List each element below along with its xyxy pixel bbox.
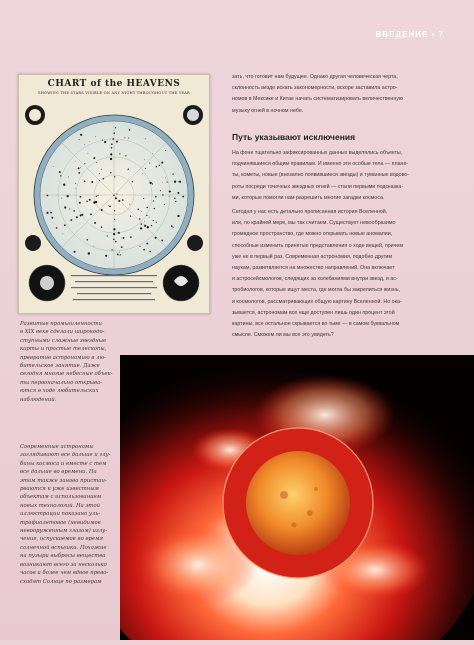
star-dot [162, 194, 163, 195]
star-dot [67, 195, 69, 197]
star-dot [164, 204, 165, 205]
solar-flare-image [120, 355, 474, 640]
star-dot [173, 227, 174, 228]
text-line: картины, все остальное скрывается во тьме — в самом буквальном [232, 321, 400, 328]
star-dot [73, 251, 75, 253]
sun-disk [246, 451, 350, 555]
text-line: подчинявшиеся общим правилам. И именно эти особые тела — плане- [232, 161, 409, 168]
star-dot [146, 243, 148, 245]
star-dot [60, 175, 61, 176]
star-dot [114, 210, 115, 211]
star-dot [113, 233, 115, 235]
star-dot [121, 246, 123, 248]
star-dot [84, 144, 85, 145]
star-dot [68, 176, 69, 177]
text-line: этом также заново пристаи- [20, 477, 107, 484]
text-line: номов в Мексике и Китае начать систематизировать величественную [232, 96, 403, 103]
text-line: На фоне тщательно зафиксированных данных выделялись объекты, [232, 150, 403, 156]
star-dot [129, 129, 131, 131]
star-dot [145, 168, 146, 169]
star-dot [46, 212, 48, 214]
star-dot [141, 211, 142, 212]
star-dot [182, 196, 184, 198]
text-line: ются в ходе любительских [20, 388, 99, 395]
star-dot [132, 181, 133, 182]
text-line: бительское занятие. Даже [20, 363, 100, 370]
star-dot [75, 183, 76, 184]
star-dot [51, 217, 53, 219]
star-dot [147, 226, 149, 228]
star-dot [75, 188, 76, 189]
star-chart-graphic [19, 75, 209, 313]
star-dot [101, 209, 103, 211]
star-dot [53, 166, 54, 167]
star-dot [99, 173, 100, 174]
star-dot [88, 153, 89, 154]
star-dot [112, 138, 114, 140]
star-dot [75, 161, 76, 162]
star-dot [96, 162, 97, 163]
star-dot [97, 195, 98, 196]
star-dot [116, 141, 118, 143]
star-dot [170, 191, 171, 192]
star-dot [114, 176, 115, 177]
star-dot [102, 140, 103, 141]
star-dot [174, 181, 176, 183]
text-line: часов и более чем вдвое прево- [20, 570, 109, 577]
text-line: зать, что готовит нам будущее. Однако другая человеческая черта, [232, 74, 398, 80]
text-line: тробиологов, которые ищут места, где могла бы закрепиться жизнь, [232, 287, 400, 294]
text-line: бины космоса и вместе с тем [20, 460, 107, 467]
star-dot [144, 160, 145, 161]
star-dot [79, 202, 81, 204]
star-dot [121, 238, 122, 239]
star-dot [105, 255, 107, 257]
star-dot [152, 183, 153, 184]
star-dot [169, 196, 170, 197]
star-dot [107, 235, 108, 236]
star-dot [115, 241, 117, 243]
star-dot [79, 139, 80, 140]
text-line: иллюстрации показано уль- [20, 511, 101, 518]
star-dot [111, 249, 112, 250]
star-dot [110, 158, 112, 160]
star-dot [140, 227, 142, 229]
text-line: Развитые промышленности [20, 321, 103, 327]
star-dot [132, 216, 133, 217]
star-dot [144, 225, 146, 227]
star-dot [122, 199, 124, 201]
intro-paragraph [232, 72, 454, 117]
star-dot [89, 141, 90, 142]
star-dot [138, 209, 139, 210]
text-line: в XIX веке сделали широкодо- [20, 329, 105, 336]
star-dot [119, 255, 120, 256]
star-dot [108, 205, 109, 206]
star-dot [78, 172, 80, 174]
star-dot [118, 232, 119, 233]
star-dot [155, 222, 156, 223]
star-dot [155, 196, 157, 198]
star-dot [122, 195, 123, 196]
text-line: ты, кометы, новые (внезапно появившиеся звезды) и туманные водово- [232, 172, 410, 179]
star-dot [101, 226, 103, 228]
star-dot [76, 216, 78, 218]
star-dot [155, 237, 157, 239]
star-dot [80, 196, 82, 198]
star-dot [172, 173, 173, 174]
star-dot [103, 178, 105, 180]
text-line: все дальше во времени. На [20, 469, 97, 476]
star-dot [156, 222, 157, 223]
star-dot [95, 201, 97, 203]
text-line: объектам с использованием [20, 494, 102, 501]
star-dot [70, 219, 72, 221]
text-line: наблюдений. [20, 396, 57, 403]
star-dot [161, 162, 163, 164]
chart-subtitle: SHOWING THE STARS VISIBLE ON ANY NIGHT THROUGHOUT THE YEAR [38, 91, 190, 95]
text-line: способные изменить принятые представления о ходе вещей, причем [232, 242, 403, 249]
star-dot [90, 213, 92, 215]
star-dot [64, 224, 66, 226]
text-line: смысле. Сможем ли мы все это увидеть? [232, 332, 334, 339]
star-dot [165, 150, 166, 151]
text-line: музыку огней в ночном небе. [232, 107, 304, 114]
star-dot [151, 225, 152, 226]
star-dot [51, 211, 52, 212]
star-dot [110, 172, 111, 173]
star-dot [167, 181, 168, 182]
star-dot [91, 181, 93, 183]
star-dot [128, 137, 129, 138]
star-dot [165, 177, 166, 178]
star-dot [96, 196, 97, 197]
star-dot [89, 199, 91, 201]
star-dot [177, 215, 179, 217]
text-line: новых технологий. На этой [20, 502, 101, 509]
star-dot [110, 153, 112, 155]
star-dot [159, 165, 160, 166]
star-dot [88, 252, 90, 254]
text-line: громадное пространство, где можно открывать новые аномалии, [232, 231, 393, 238]
text-line: и космологов, рассматривающих общую картину Вселенной. Но ока- [232, 298, 402, 305]
star-dot [107, 156, 108, 157]
text-line: Сегодня у нас есть детально прописанная история Вселенной, [232, 209, 388, 216]
text-line: солнечной вспышки. Похожие [20, 544, 107, 551]
star-dot [109, 205, 111, 207]
star-dot [61, 198, 62, 199]
text-line: невооруженным глазом) излу- [20, 528, 108, 535]
star-dot [111, 147, 113, 149]
star-dot [162, 182, 163, 183]
star-dot [84, 180, 86, 182]
star-dot [149, 251, 151, 253]
star-dot [116, 194, 117, 195]
star-dot [119, 153, 120, 154]
text-line: склонность везде искать закономерности, вскоре заставила астро- [232, 85, 398, 92]
star-dot [149, 217, 150, 218]
star-dot [80, 214, 82, 216]
star-dot [139, 246, 140, 247]
star-dot [143, 249, 145, 251]
text-line: ты первоначально открыва- [20, 379, 103, 386]
running-header: ВВЕДЕНИЕ • 7 [375, 30, 444, 39]
star-dot [177, 192, 179, 194]
star-dot [80, 134, 82, 136]
text-line: роты посреди точечных звездных огней — стали первыми подсказка- [232, 183, 404, 190]
star-dot [145, 138, 146, 139]
text-line: наукам, разветвляется на множество направлений. Она включает [232, 265, 395, 272]
text-line: зывается, астрономам все еще доступен лишь один процент этой [232, 309, 395, 316]
text-line: ступными сложные звездные [20, 337, 107, 344]
section-heading: Путь указывают исключения [232, 132, 356, 142]
star-dot [64, 206, 66, 208]
star-dot [154, 208, 155, 209]
sun-graphic [120, 355, 474, 640]
star-dot [94, 222, 96, 224]
star-dot [95, 136, 96, 137]
text-line: возникают всего за несколько [20, 561, 107, 568]
star-dot [63, 184, 65, 186]
star-dot [113, 239, 115, 241]
star-dot [149, 162, 150, 163]
star-dot [130, 216, 131, 217]
text-line: превратив астрономию в лю- [20, 354, 106, 361]
text-line: трафиолетовое (невидимое [20, 519, 101, 526]
star-dot [68, 196, 69, 197]
star-dot [178, 181, 179, 182]
text-line: Современные астрономы [20, 444, 94, 450]
star-dot [161, 240, 163, 242]
star-dot [156, 166, 157, 167]
star-dot [80, 167, 81, 168]
star-dot [123, 237, 125, 239]
star-dot [59, 171, 61, 173]
star-dot [78, 167, 80, 169]
star-dot [153, 200, 154, 201]
star-chart-illustration [18, 74, 210, 314]
star-dot [93, 157, 95, 159]
star-dot [56, 227, 58, 229]
star-dot [129, 204, 130, 205]
star-dot [174, 197, 175, 198]
star-dot [113, 195, 114, 196]
text-line: рваются к уже известным [20, 486, 99, 493]
star-dot [73, 210, 75, 212]
star-dot [86, 239, 88, 241]
star-dot [111, 143, 113, 145]
text-line: или, по крайней мере, мы так считаем. Существует невообразимо [232, 220, 396, 227]
chart-title: CHART of the HEAVENS [47, 79, 181, 89]
star-dot [175, 201, 176, 202]
star-dot [115, 127, 116, 128]
text-line: сегодня многие небесные объек- [20, 371, 113, 378]
star-dot [128, 168, 129, 169]
star-dot [114, 219, 115, 220]
section-body [232, 148, 454, 341]
text-line: сходят Солнце по размерам [20, 578, 102, 585]
star-dot [84, 163, 85, 164]
text-line: и астросейсмологов, следящих за колебаниями внутри звезд, и ас- [232, 276, 398, 283]
star-dot [143, 198, 144, 199]
star-dot [120, 254, 121, 255]
star-dot [113, 228, 115, 230]
star-dot [125, 155, 126, 156]
star-dot [130, 236, 132, 238]
star-dot [118, 200, 120, 202]
star-dot [99, 180, 100, 181]
star-dot [144, 221, 145, 222]
star-dot [152, 153, 153, 154]
star-dot [50, 212, 52, 214]
text-line: ми, которые помогли нам разрешить многие загадки космоса. [232, 194, 385, 201]
star-dot [141, 223, 143, 225]
star-dot [113, 132, 115, 134]
star-dot [150, 182, 152, 184]
star-dot [86, 201, 87, 202]
star-dot [93, 246, 94, 247]
star-dot [104, 141, 106, 143]
star-dot [81, 214, 83, 216]
star-dot [69, 209, 70, 210]
star-dot [142, 173, 143, 174]
star-dot [63, 234, 64, 235]
text-line: карты и простые телескопы, [20, 346, 107, 353]
text-line: уже не в первый раз. Современная астрономия, подобно другим [232, 253, 392, 260]
star-dot [101, 169, 102, 170]
star-dot [146, 207, 148, 209]
text-line: чение, испускаемое во время [20, 536, 103, 543]
star-dot [139, 218, 140, 219]
chart-caption [20, 320, 112, 404]
star-dot [179, 181, 181, 183]
sun-caption [20, 443, 111, 586]
text-line: на пузыри выбросы вещества [20, 553, 106, 560]
text-line: заглядывают все дальше и глу- [20, 452, 111, 459]
star-dot [146, 215, 147, 216]
star-dot [124, 137, 125, 138]
star-dot [153, 220, 154, 221]
star-dot [160, 190, 161, 191]
star-dot [171, 225, 173, 227]
star-dot [46, 195, 48, 197]
star-dot [115, 197, 117, 199]
star-dot [117, 254, 119, 256]
star-dot [119, 252, 120, 253]
